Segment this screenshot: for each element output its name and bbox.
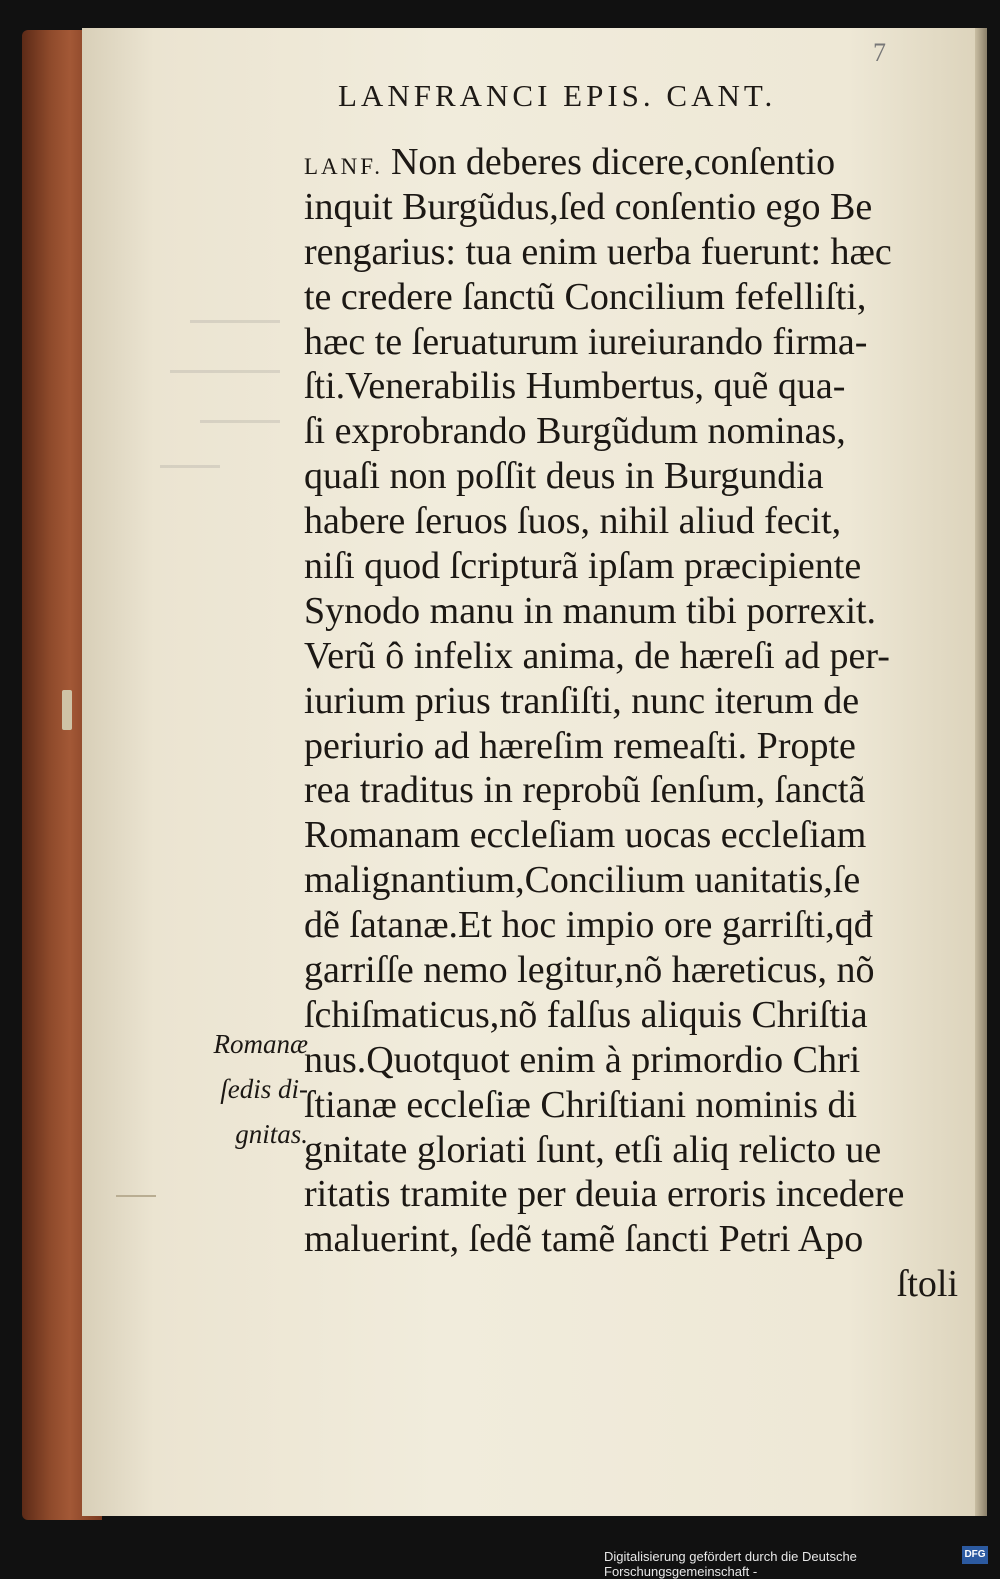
text-line: ritatis tramite per deuia erroris incedere bbox=[304, 1173, 905, 1216]
text-line: ſti.Venerabilis Humbertus, quẽ qua- bbox=[304, 365, 846, 408]
text-line: gnitate gloriati ſunt, etſi aliq relicto ue bbox=[304, 1128, 882, 1171]
text-line: dẽ ſatanæ.Et hoc impio ore garriſti,qđ bbox=[304, 904, 873, 947]
margin-rule bbox=[116, 1195, 156, 1197]
text-line: inquit Burgũdus,ſed conſentio ego Be bbox=[304, 185, 873, 228]
text-line: Synodo manu in manum tibi porrexit. bbox=[304, 589, 877, 632]
page-edge-tab bbox=[62, 690, 72, 730]
body-text bbox=[304, 140, 964, 1307]
text-line: rea traditus in reprobũ ſenſum, ſanctã bbox=[304, 769, 866, 812]
text-line: maluerint, ſedẽ tamẽ ſancti Petri Apo bbox=[304, 1218, 864, 1261]
text-line: ſchiſmaticus,nõ falſus aliquis Chriſtia bbox=[304, 993, 868, 1036]
text-line bbox=[304, 140, 964, 185]
text-line: ſtianæ eccleſiæ Chriſtiani nominis di bbox=[304, 1083, 858, 1126]
speaker-label: LANF. bbox=[304, 154, 383, 179]
text-line: hæc te ſeruaturum iureiurando firma- bbox=[304, 320, 868, 363]
page-number: 7 bbox=[873, 38, 886, 67]
text-line: rengarius: tua enim uerba fuerunt: hæc bbox=[304, 230, 892, 273]
page-fore-edge bbox=[975, 28, 987, 1516]
text-line-content: Non deberes dicere,conſentio bbox=[390, 141, 836, 183]
text-line: nus.Quotquot enim à primordio Chri bbox=[304, 1038, 861, 1081]
text-line: te credere ſanctũ Concilium fefelliſti, bbox=[304, 275, 867, 318]
marginal-note-line: gnitas. bbox=[235, 1118, 308, 1149]
text-line: malignantium,Concilium uanitatis,ſe bbox=[304, 859, 861, 902]
text-line: iurium prius tranſiſti, nunc iterum de bbox=[304, 679, 860, 722]
text-line: Romanam eccleſiam uocas eccleſiam bbox=[304, 814, 867, 857]
text-line: quaſi non poſſit deus in Burgundia bbox=[304, 455, 824, 498]
text-line: niſi quod ſcripturã ipſam præcipiente bbox=[304, 545, 862, 588]
marginal-note-line: Romanæ bbox=[213, 1029, 308, 1059]
digitization-credit: Digitalisierung gefördert durch die Deutsche Forschungsgemeinschaft - bbox=[604, 1549, 857, 1579]
text-line: ſi exprobrando Burgũdum nominas, bbox=[304, 410, 846, 453]
text-line: habere ſeruos ſuos, nihil aliud fecit, bbox=[304, 500, 842, 543]
bleed-through-text bbox=[130, 300, 290, 480]
marginal-note bbox=[168, 1022, 308, 1157]
running-header: LANFRANCI EPIS. CANT. bbox=[338, 78, 777, 113]
text-line: garriſſe nemo legitur,nõ hæreticus, nõ bbox=[304, 949, 875, 992]
dfg-logo: DFG bbox=[962, 1546, 988, 1564]
catchword: ſtoli bbox=[896, 1263, 958, 1306]
text-line: periurio ad hæreſim remeaſti. Propte bbox=[304, 724, 856, 767]
text-line: Verũ ô infelix anima, de hæreſi ad per- bbox=[304, 634, 890, 677]
marginal-note-line: ſedis di- bbox=[220, 1073, 308, 1104]
